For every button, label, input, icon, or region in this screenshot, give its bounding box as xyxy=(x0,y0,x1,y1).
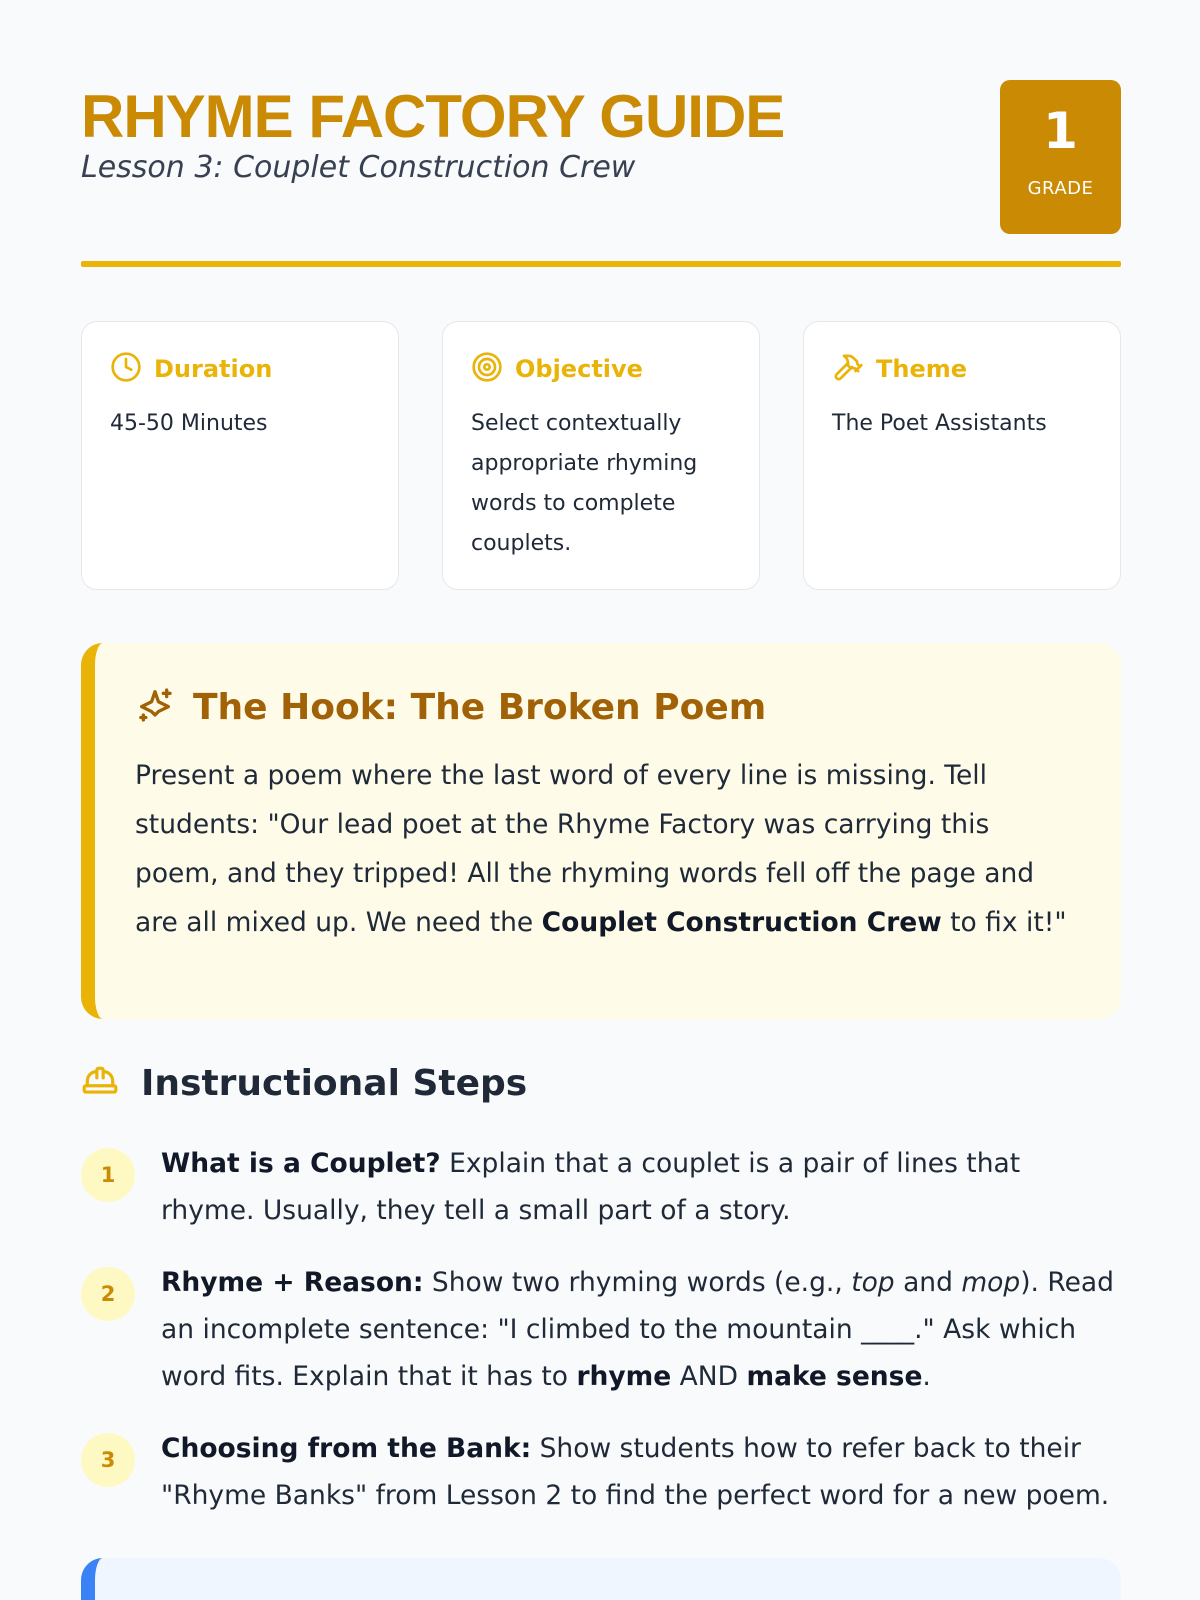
header-divider xyxy=(81,261,1121,267)
step-description: Explain that a couplet is a pair of lines that rhyme. Usually, they tell a small part of a story. xyxy=(161,1148,1021,1226)
objective-card-title: Objective xyxy=(515,355,643,383)
grade-label: GRADE xyxy=(1027,178,1094,199)
objective-card xyxy=(442,321,760,590)
instructional-steps-header xyxy=(81,1062,527,1104)
step-text xyxy=(161,1259,1121,1400)
hook-text-start: Present a poem where the last word of every line is missing. Tell students: "Our lead poet at the Rhyme Factory was carrying this poem, and they tripped! All the rhyming words fell off the page and are all mixed up. We need the xyxy=(135,760,1035,938)
sparkles-icon xyxy=(135,685,175,729)
step-number-badge: 1 xyxy=(81,1148,135,1202)
step-description: ). Read an incomplete sentence: "I climbed to the mountain ____." Ask which word fits. Explain that it has to xyxy=(161,1267,1114,1392)
emphasis-make-sense: make sense xyxy=(746,1361,923,1392)
hammer-icon xyxy=(832,351,864,387)
example-word-top: top xyxy=(851,1267,895,1298)
lesson-subtitle: Lesson 3: Couplet Construction Crew xyxy=(81,150,636,185)
instructional-steps-title: Instructional Steps xyxy=(141,1062,528,1104)
step-description: and xyxy=(894,1267,962,1298)
duration-card xyxy=(81,321,399,590)
header xyxy=(81,0,1121,268)
step-item xyxy=(81,1425,1121,1519)
step-description: . xyxy=(922,1361,931,1392)
hook-text xyxy=(135,751,1071,947)
clock-icon xyxy=(110,351,142,387)
objective-card-header xyxy=(471,352,733,386)
steps-list xyxy=(81,1140,1121,1544)
duration-card-title: Duration xyxy=(154,355,273,383)
hook-section xyxy=(81,643,1121,1019)
theme-card xyxy=(803,321,1121,590)
step-heading: What is a Couplet? xyxy=(161,1148,441,1179)
example-word-mop: mop xyxy=(961,1267,1021,1298)
info-cards xyxy=(81,321,1121,590)
hook-text-emphasis: Couplet Construction Crew xyxy=(541,907,942,938)
page-title: RHYME FACTORY GUIDE xyxy=(81,83,785,150)
step-description: AND xyxy=(671,1361,747,1392)
hard-hat-icon xyxy=(81,1062,119,1104)
step-description: Show students how to refer back to their "Rhyme Banks" from Lesson 2 to find the perfect word for a new poem. xyxy=(161,1433,1110,1511)
step-number-badge: 3 xyxy=(81,1433,135,1487)
grade-number: 1 xyxy=(1043,102,1078,160)
lesson-guide-page xyxy=(81,0,1121,1511)
next-section-box xyxy=(81,1558,1121,1600)
emphasis-rhyme: rhyme xyxy=(576,1361,672,1392)
hook-text-end: to fix it!" xyxy=(941,907,1067,938)
hook-title: The Hook: The Broken Poem xyxy=(193,686,767,728)
grade-badge xyxy=(1000,80,1121,234)
step-text xyxy=(161,1140,1121,1234)
duration-card-header xyxy=(110,352,372,386)
step-description: Show two rhyming words (e.g., xyxy=(423,1267,852,1298)
theme-card-body: The Poet Assistants xyxy=(832,411,1047,436)
target-icon xyxy=(471,351,503,387)
step-item xyxy=(81,1259,1121,1400)
duration-card-body: 45-50 Minutes xyxy=(110,411,268,436)
step-heading: Rhyme + Reason: xyxy=(161,1267,424,1298)
step-heading: Choosing from the Bank: xyxy=(161,1433,532,1464)
hook-header xyxy=(135,685,1071,729)
theme-card-title: Theme xyxy=(876,355,968,383)
objective-card-body: Select contextually appropriate rhyming words to complete couplets. xyxy=(471,411,698,556)
step-number-badge: 2 xyxy=(81,1267,135,1321)
theme-card-header xyxy=(832,352,1094,386)
step-item xyxy=(81,1140,1121,1234)
step-text xyxy=(161,1425,1121,1519)
